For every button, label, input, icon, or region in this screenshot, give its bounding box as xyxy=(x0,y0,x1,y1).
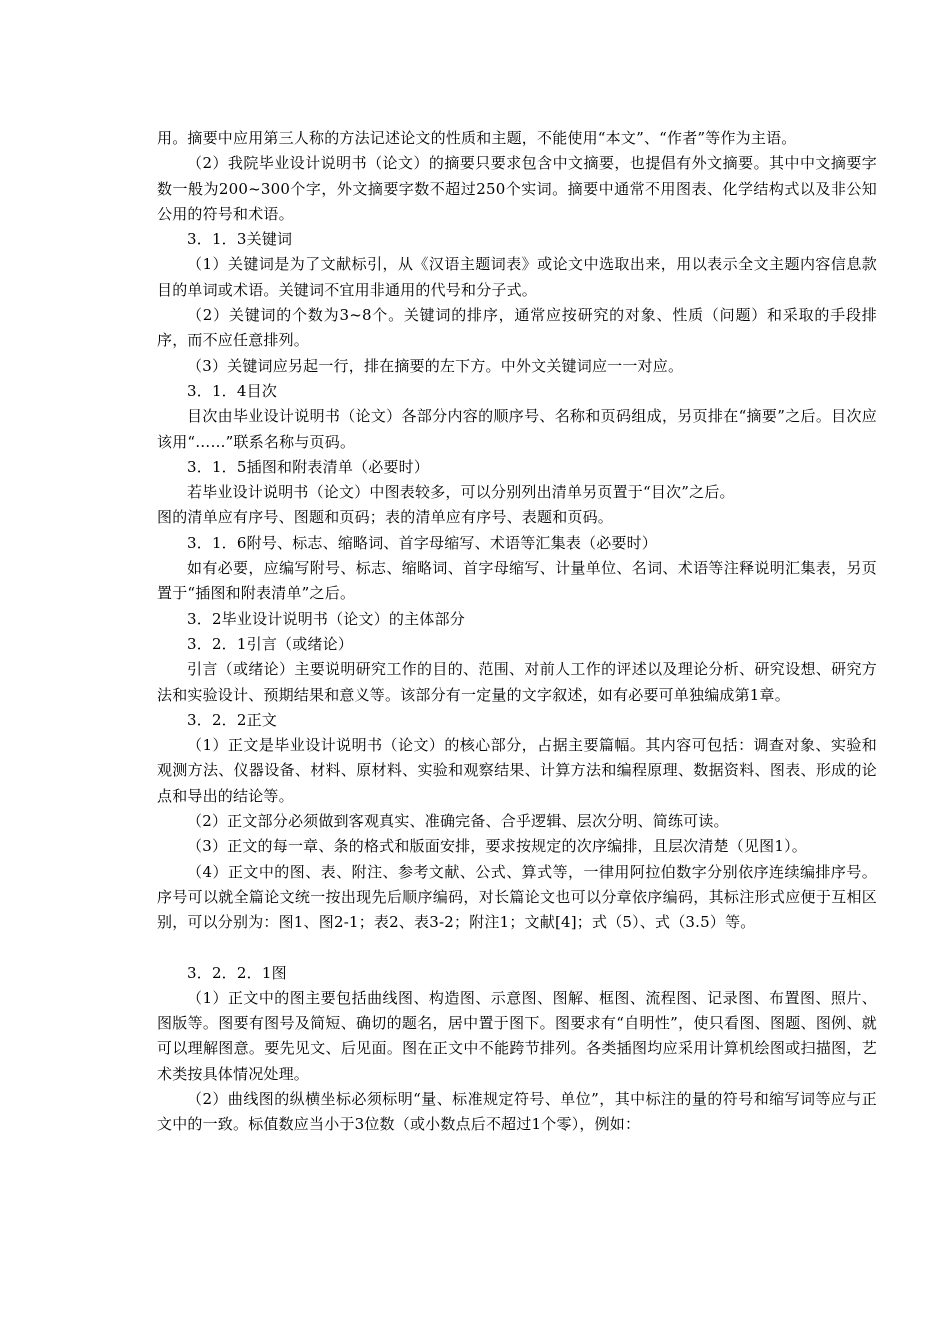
paragraph: （4）正文中的图、表、附注、参考文献、公式、算式等，一律用阿拉伯数字分别依序连续编排序号。序号可以就全篇论文统一按出现先后顺序编码，对长篇论文也可以分章依序编码，其标注形式应便于互相区别，可以分别为：图1、图2-1；表2、表3-2；附注1；文献[4]；式（5）、式（3.5）等。 xyxy=(157,862,877,932)
paragraph: 引言（或绪论）主要说明研究工作的目的、范围、对前人工作的评述以及理论分析、研究设想、研究方法和实验设计、预期结果和意义等。该部分有一定量的文字叙述，如有必要可单独编成第1章。 xyxy=(157,660,877,704)
section-heading: 3．2毕业设计说明书（论文）的主体部分 xyxy=(187,609,465,628)
section-heading: 3．2．2正文 xyxy=(187,710,278,729)
blank-line xyxy=(157,936,877,961)
paragraph: （2）我院毕业设计说明书（论文）的摘要只要求包含中文摘要，也提倡有外文摘要。其中中文摘要字数一般为200~300个字，外文摘要字数不超过250个实词。摘要中通常不用图表、化学结构式以及非公知公用的符号和术语。 xyxy=(157,154,877,223)
paragraph: （3）正文的每一章、条的格式和版面安排，要求按规定的次序编排，且层次清楚（见图1）。 xyxy=(187,837,807,856)
section-heading: 3．2．1引言（或绪论） xyxy=(187,634,354,653)
paragraph: 如有必要，应编写附号、标志、缩略词、首字母缩写、计量单位、名词、术语等注释说明汇集表，另页置于“插图和附表清单”之后。 xyxy=(157,559,877,603)
paragraph: （2）曲线图的纵横坐标必须标明“量、标准规定符号、单位”，其中标注的量的符号和缩写词等应与正文中的一致。标值数应当小于3位数（或小数点后不超过1个零），例如： xyxy=(157,1089,877,1134)
paragraph: 目次由毕业设计说明书（论文）各部分内容的顺序号、名称和页码组成，另页排在“摘要”之后。目次应该用“……”联系名称与页码。 xyxy=(157,407,877,451)
paragraph: （1）正文是毕业设计说明书（论文）的核心部分，占据主要篇幅。其内容可包括：调查对象、实验和观测方法、仪器设备、材料、原材料、实验和观察结果、计算方法和编程原理、数据资料、图表、形成的论点和导出的结论等。 xyxy=(157,736,877,805)
section-heading: 3．1．3关键词 xyxy=(187,230,293,249)
paragraph: 用。摘要中应用第三人称的方法记述论文的性质和主题，不能使用“本文”、“作者”等作为主语。 xyxy=(157,129,797,147)
section-heading: 3．2．2．1图 xyxy=(187,963,287,982)
paragraph: 若毕业设计说明书（论文）中图表较多，可以分别列出清单另页置于“目次”之后。 xyxy=(187,483,735,502)
section-heading: 3．1．6附号、标志、缩略词、首字母缩写、术语等汇集表（必要时） xyxy=(187,533,658,552)
paragraph: 图的清单应有序号、图题和页码；表的清单应有序号、表题和页码。 xyxy=(157,508,614,527)
paragraph: （1）关键词是为了文献标引，从《汉语主题词表》或论文中选取出来，用以表示全文主题内容信息款目的单词或术语。关键词不宜用非通用的代号和分子式。 xyxy=(157,255,877,299)
paragraph: （1）正文中的图主要包括曲线图、构造图、示意图、图解、框图、流程图、记录图、布置图、照片、图版等。图要有图号及简短、确切的题名，居中置于图下。图要求有“自明性”，使只看图、图题、图例、就可以理解图意。要先见文、后见面。图在正文中不能跨节排列。各类插图均应采用计算机绘图或扫描图，艺术类按具体情况处理。 xyxy=(157,988,877,1083)
paragraph: （2）正文部分必须做到客观真实、准确完备、合乎逻辑、层次分明、简练可读。 xyxy=(187,812,729,831)
paragraph: （3）关键词应另起一行，排在摘要的左下方。中外文关键词应一一对应。 xyxy=(187,356,684,375)
paragraph: （2）关键词的个数为3~8个。关键词的排序，通常应按研究的对象、性质（问题）和采取的手段排序，而不应任意排列。 xyxy=(157,306,877,350)
section-heading: 3．1．4目次 xyxy=(187,381,278,400)
section-heading: 3．1．5插图和附表清单（必要时） xyxy=(187,457,430,476)
document-page xyxy=(157,126,877,1138)
